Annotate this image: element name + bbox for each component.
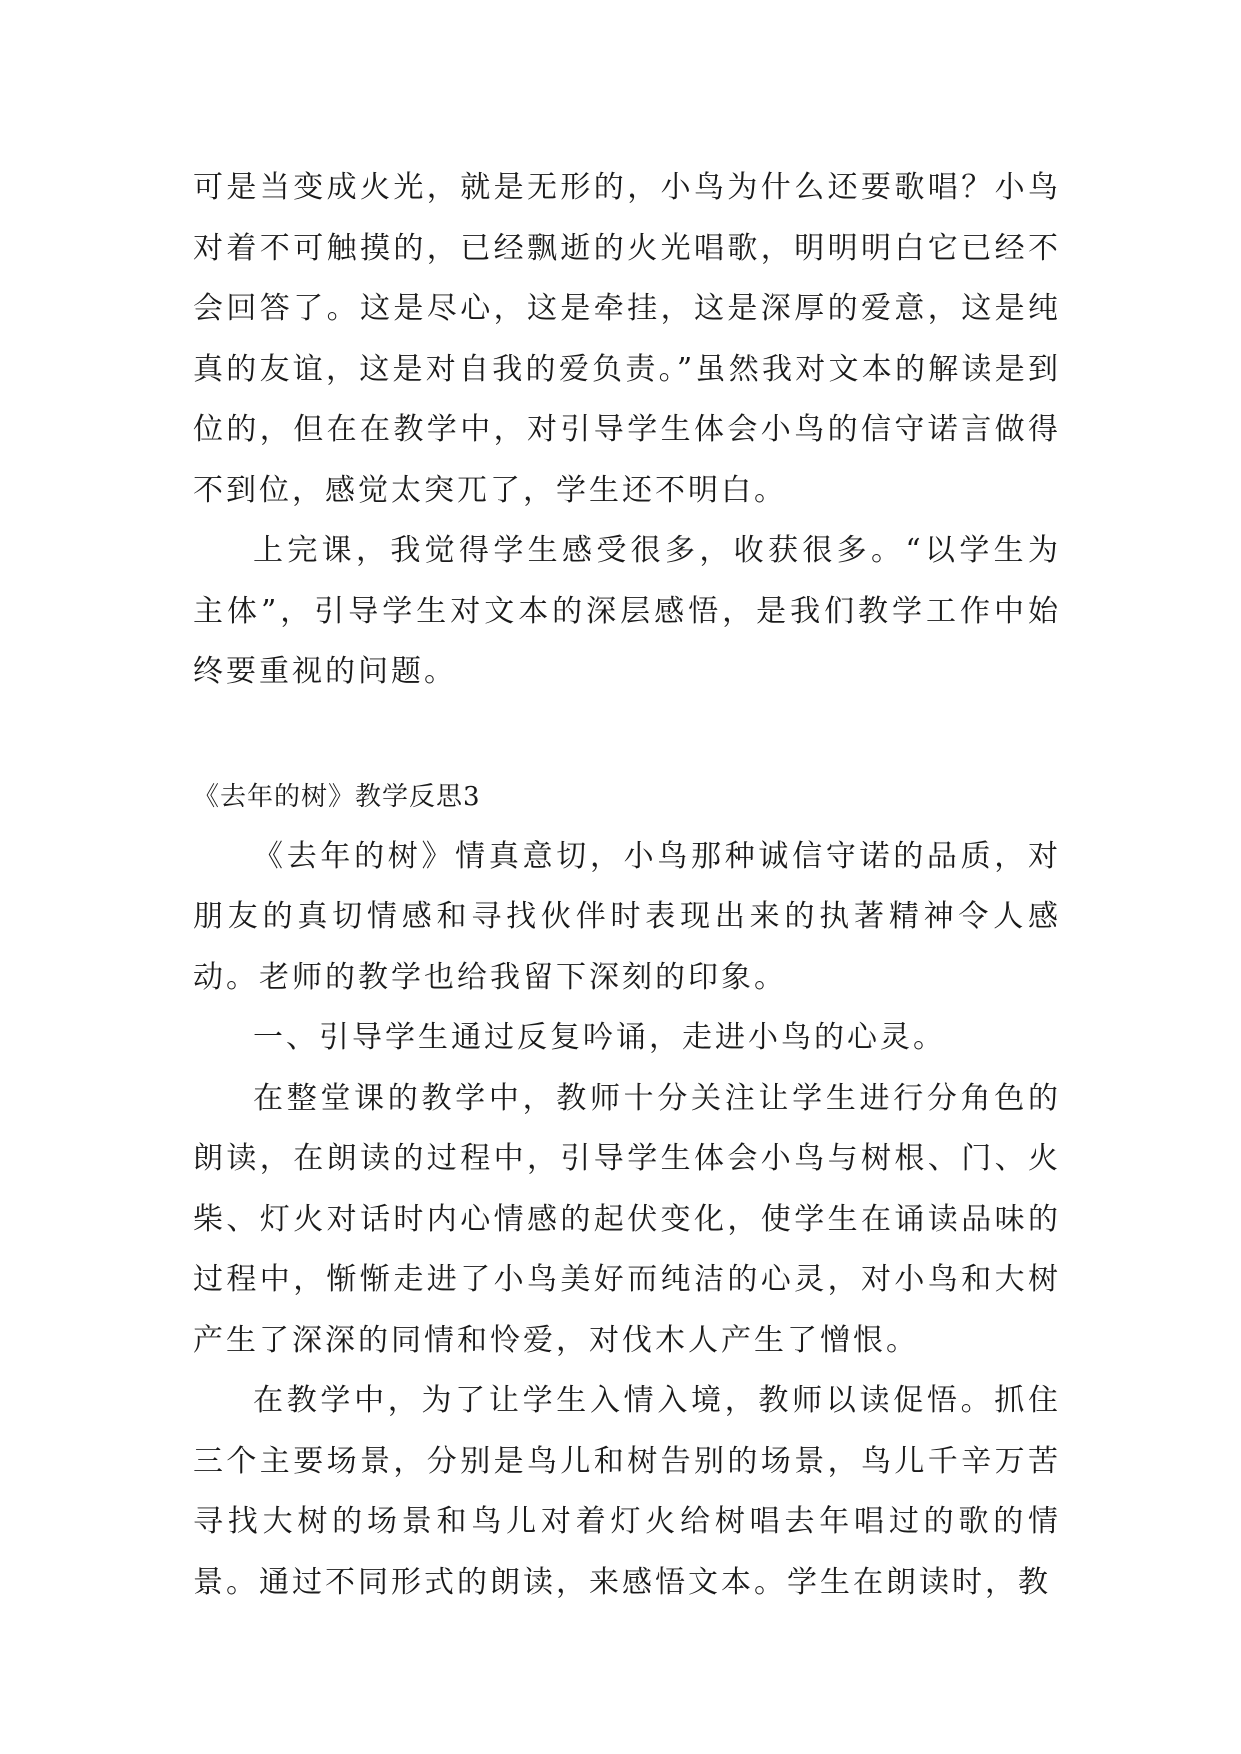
paragraph-continued: 可是当变成火光，就是无形的，小鸟为什么还要歌唱？小鸟对着不可触摸的，已经飘逝的火光唱歌，明明明白它已经不会回答了。这是尽心，这是牵挂，这是深厚的爱意，这是纯真的友谊，这是对自我的爱负责。”虽然我对文本的解读是到位的，但在在教学中，对引导学生体会小鸟的信守诺言做得不到位，感觉太突兀了，学生还不明白。 (193, 170, 1061, 508)
document-page (193, 158, 1061, 1613)
paragraph-summary: 上完课，我觉得学生感受很多，收获很多。“以学生为主体”，引导学生对文本的深层感悟，是我们教学工作中始终要重视的问题。 (193, 533, 1061, 689)
paragraph-point-one: 一、引导学生通过反复吟诵，走进小鸟的心灵。 (253, 1020, 946, 1055)
paragraph-reading: 在整堂课的教学中，教师十分关注让学生进行分角色的朗读，在朗读的过程中，引导学生体会小鸟与树根、门、火柴、灯火对话时内心情感的起伏变化，使学生在诵读品味的过程中，惭惭走进了小鸟美好而纯洁的心灵，对小鸟和大树产生了深深的同情和怜爱，对伐木人产生了憎恨。 (193, 1080, 1061, 1358)
paragraph-scenes: 在教学中，为了让学生入情入境，教师以读促悟。抓住三个主要场景，分别是鸟儿和树告别的场景，鸟儿千辛万苦寻找大树的场景和鸟儿对着灯火给树唱去年唱过的歌的情景。通过不同形式的朗读，来感悟文本。学生在朗读时，教 (193, 1383, 1061, 1600)
section-spacer (193, 703, 1061, 767)
paragraph-intro: 《去年的树》情真意切，小鸟那种诚信守诺的品质，对朋友的真切情感和寻找伙伴时表现出来的执著精神令人感动。老师的教学也给我留下深刻的印象。 (193, 838, 1061, 995)
section-title: 《去年的树》教学反思3 (193, 781, 481, 812)
